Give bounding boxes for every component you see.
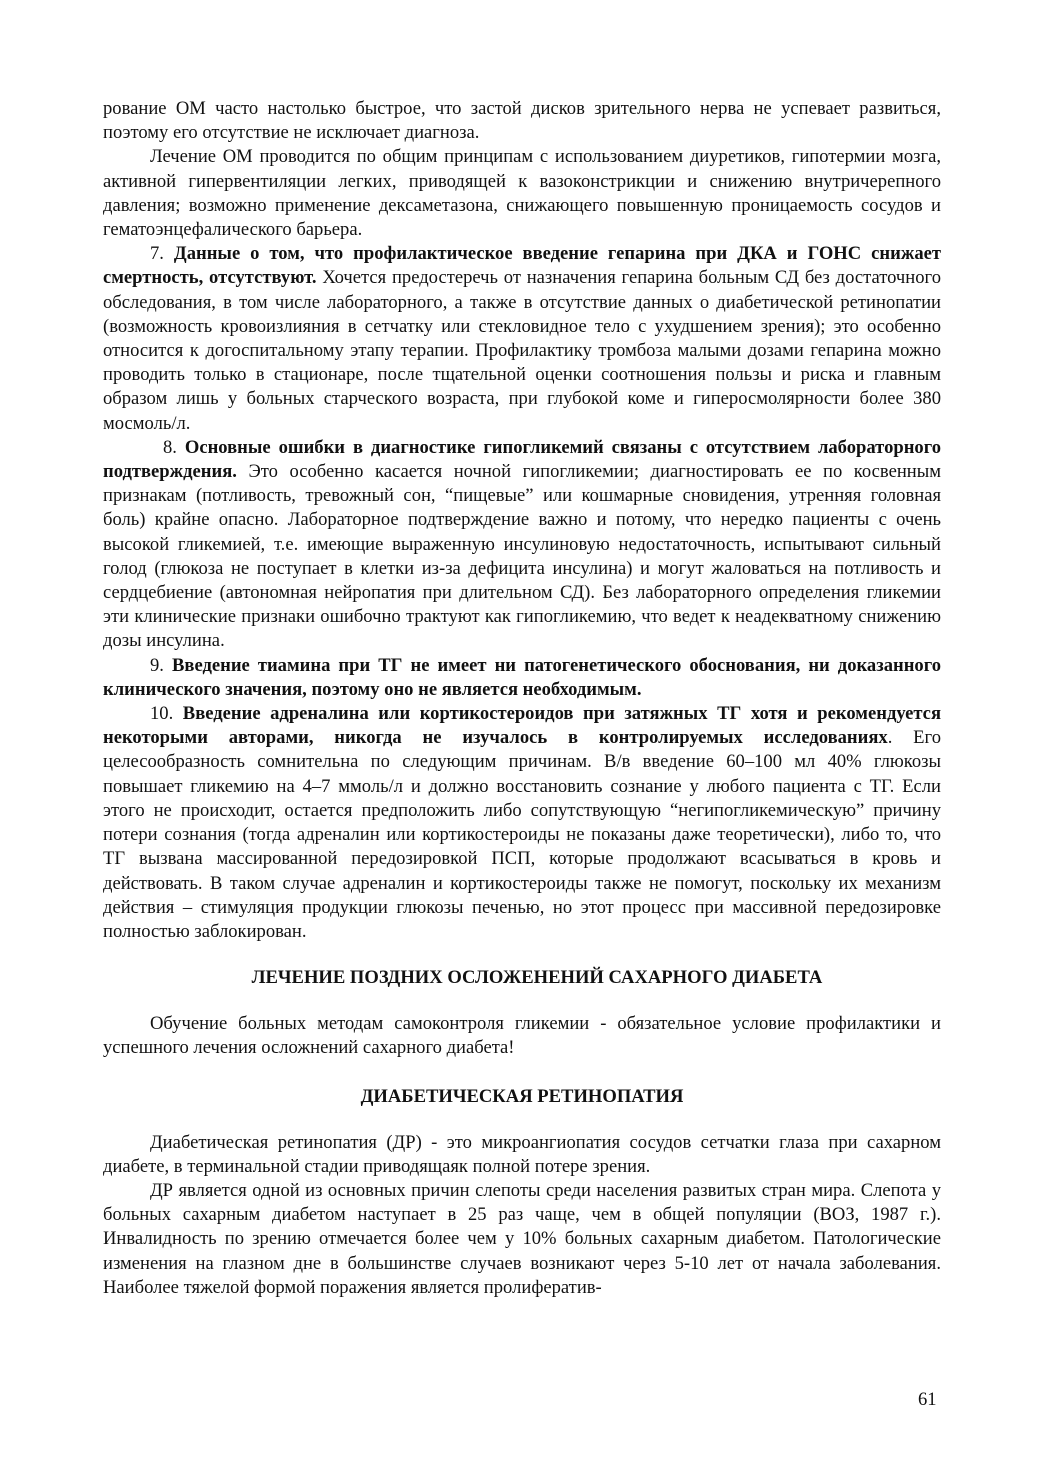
item-text: Хочется предостеречь от назначения гепарина больным СД без достаточного обследования, в том числе лабораторного, а также в отсутствие данных о диабетической ретинопатии (возможность кровоизлияния в сетчатку или стекловидное тело с ухудшением зрения); это особенно относится к догоспитальному этапу терапии. Профилактику тромбоза малыми дозами гепарина можно проводить только в стационаре, после тщательной оценки соотношения пользы и риска и главным образом лишь у больных старческого возраста, при глубокой коме и гиперосмолярности более 380 мосмоль/л. [103, 267, 941, 434]
document-page [103, 97, 941, 1300]
item-bold-statement: Введение тиамина при ТГ не имеет ни патогенетического обоснования, ни доказанного клинического значения, поэтому оно не является необходимым. [103, 654, 942, 700]
item-text: Это особенно касается ночной гипогликемии; диагностировать ее по косвенным признакам (потливость, тревожный сон, “пищевые” или кошмарные сновидения, утренняя головная боль) крайне опасно. Лабораторное подтверждение важно и потому, что нередко пациенты с очень высокой гликемией, т.е. имеющие выраженную инсулиновую недостаточность, испытывают сильный голод (глюкоза не поступает в клетки из-за дефицита инсулина) и могут жаловаться на потливость и сердцебиение (автономная нейропатия при длительном СД). Без лабораторного определения гликемии эти клинические признаки ошибочно трактуют как гипогликемию, что ведет к неадекватному снижению дозы инсулина. [103, 461, 941, 652]
paragraph-continuation: рование ОМ часто настолько быстрое, что застой дисков зрительного нерва не успевает развиться, поэтому его отсутствие не исключает диагноза. [103, 98, 941, 144]
paragraph-self-control: Обучение больных методам самоконтроля гликемии - обязательное условие профилактики и успешного лечения осложнений сахарного диабета! [103, 1013, 941, 1059]
item-number: 7. [150, 243, 174, 265]
section-heading-retinopathy: ДИАБЕТИЧЕСКАЯ РЕТИНОПАТИЯ [360, 1085, 684, 1107]
page-number: 61 [918, 1389, 937, 1410]
list-item-10 [103, 702, 941, 944]
item-bold-statement: Введение адреналина или кортикостероидов при затяжных ТГ хотя и рекомендуется некоторыми авторами, никогда не изучалось в контролируемых исследованиях [103, 703, 941, 749]
item-text: . Его целесообразность сомнительна по следующим причинам. В/в введение 60–100 мл 40% глюкозы повышает гликемию на 4–7 ммоль/л и должно восстановить сознание у любого пациента с ТГ. Если этого не происходит, остается предположить либо сопутствующую “негипогликемическую” причину потери сознания (тогда адреналин или кортикостероиды не показаны даже теоретически), либо то, что ТГ вызвана массированной передозировкой ПСП, которые продолжают всасываться в кровь и действовать. В таком случае адреналин и кортикостероиды также не помогут, поскольку их механизм действия – стимуляция продукции глюкозы печенью, но этот процесс при массивной передозировке полностью заблокирован. [103, 727, 942, 942]
list-item-7 [103, 242, 941, 436]
paragraph-om-treatment: Лечение ОМ проводится по общим принципам с использованием диуретиков, гипотермии мозга, активной гипервентиляции легких, приводящей к вазоконстрикции и снижению внутричерепного давления; возможно применение дексаметазона, снижающего повышенную проницаемость сосудов и гематоэнцефалического барьера. [103, 146, 941, 241]
paragraph-dr-definition: Диабетическая ретинопатия (ДР) - это микроангиопатия сосудов сетчатки глаза при сахарном диабете, в терминальной стадии приводящаяк полной потере зрения. [103, 1131, 941, 1177]
list-item-8 [103, 436, 941, 654]
paragraph-dr-epidemiology: ДР является одной из основных причин слепоты среди населения развитых стран мира. Слепота у больных сахарным диабетом наступает в 25 раз чаще, чем в общей популяции (ВОЗ, 1987 г.). Инвалидность по зрению отмечается более чем у 10% больных сахарным диабетом. Патологические изменения на глазном дне в большинстве случаев возникают через 5-10 лет от начала заболевания. Наиболее тяжелой формой поражения является пролифератив- [103, 1179, 941, 1298]
list-item-9 [103, 654, 941, 702]
item-number: 10. [150, 703, 183, 725]
item-number: 8. [163, 436, 185, 458]
item-bold-statement: Основные ошибки в диагностике гипогликемий связаны с отсутствием лабораторного подтверждения. [103, 436, 941, 483]
item-number: 9. [150, 654, 172, 676]
section-heading-late-complications: ЛЕЧЕНИЕ ПОЗДНИХ ОСЛОЖЕНЕНИЙ САХАРНОГО ДИАБЕТА [251, 967, 823, 989]
item-bold-statement: Данные о том, что профилактическое введение гепарина при ДКА и ГОНС снижает смертность, отсутствуют. [103, 243, 942, 289]
